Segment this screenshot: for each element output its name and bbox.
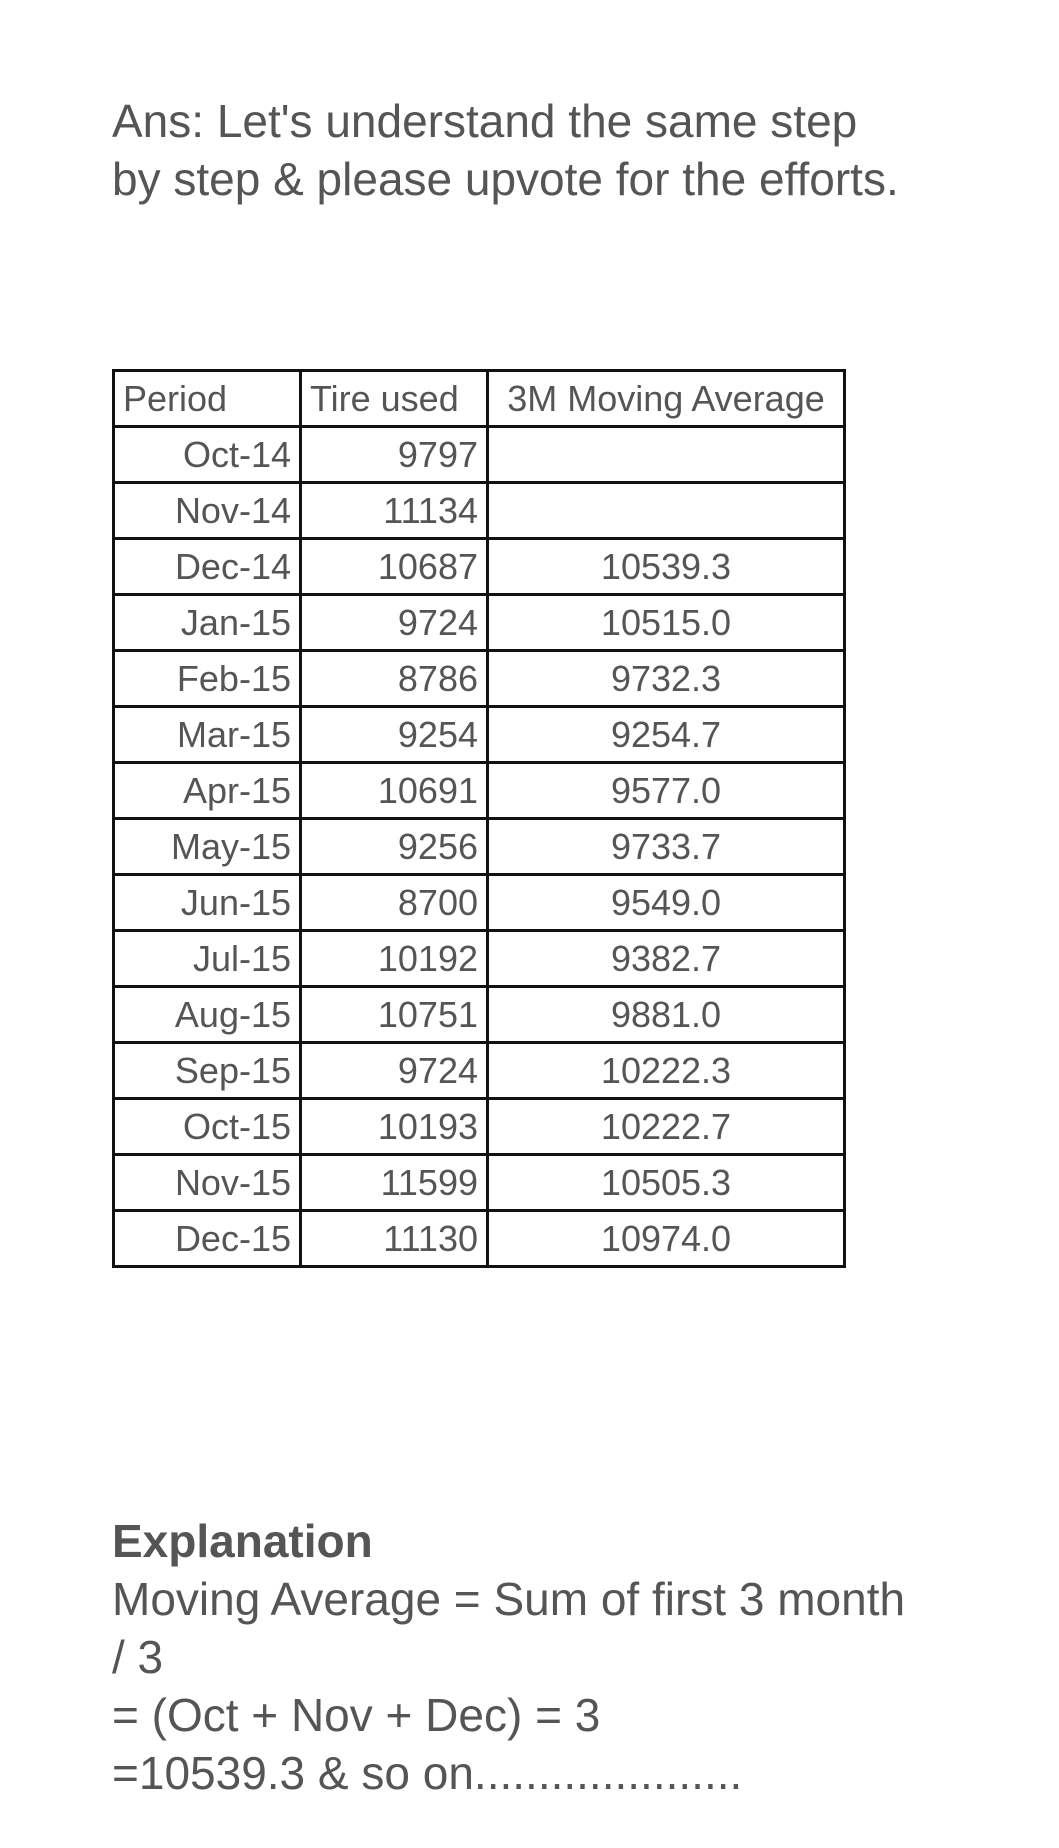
cell-tire-used: 10691 [301, 763, 488, 819]
table-row [114, 539, 845, 595]
cell-period: Dec-14 [114, 539, 301, 595]
table-row [114, 427, 845, 483]
cell-tire-used: 8700 [301, 875, 488, 931]
cell-moving-average: 9382.7 [488, 931, 845, 987]
cell-moving-average [488, 483, 845, 539]
table-row [114, 1155, 845, 1211]
cell-period: Aug-15 [114, 987, 301, 1043]
cell-period: Dec-15 [114, 1211, 301, 1267]
header-tire-used: Tire used [301, 371, 488, 427]
moving-average-table [112, 369, 846, 1268]
cell-tire-used: 9254 [301, 707, 488, 763]
explanation-line-2: / 3 [112, 1631, 164, 1683]
cell-moving-average: 9254.7 [488, 707, 845, 763]
table-header-row [114, 371, 845, 427]
cell-tire-used: 11134 [301, 483, 488, 539]
cell-period: Oct-14 [114, 427, 301, 483]
table-row [114, 763, 845, 819]
cell-moving-average: 10505.3 [488, 1155, 845, 1211]
table-row [114, 651, 845, 707]
cell-tire-used: 9724 [301, 595, 488, 651]
table-row [114, 707, 845, 763]
header-moving-average: 3M Moving Average [488, 371, 845, 427]
cell-tire-used: 9256 [301, 819, 488, 875]
table-row [114, 483, 845, 539]
cell-period: Apr-15 [114, 763, 301, 819]
intro-text [112, 92, 1012, 208]
cell-moving-average: 10539.3 [488, 539, 845, 595]
cell-tire-used: 10192 [301, 931, 488, 987]
explanation-heading: Explanation [112, 1515, 373, 1567]
cell-period: Oct-15 [114, 1099, 301, 1155]
cell-tire-used: 11599 [301, 1155, 488, 1211]
cell-moving-average: 9732.3 [488, 651, 845, 707]
cell-tire-used: 11130 [301, 1211, 488, 1267]
cell-moving-average: 9549.0 [488, 875, 845, 931]
table-row [114, 1211, 845, 1267]
table-body [114, 427, 845, 1267]
cell-period: Jul-15 [114, 931, 301, 987]
cell-moving-average: 10515.0 [488, 595, 845, 651]
cell-period: May-15 [114, 819, 301, 875]
table-row [114, 1099, 845, 1155]
cell-period: Nov-15 [114, 1155, 301, 1211]
explanation-block [112, 1512, 1032, 1802]
header-period: Period [114, 371, 301, 427]
table-row [114, 1043, 845, 1099]
cell-tire-used: 10193 [301, 1099, 488, 1155]
cell-moving-average [488, 427, 845, 483]
table-row [114, 931, 845, 987]
cell-moving-average: 10222.7 [488, 1099, 845, 1155]
intro-line-1: Ans: Let's understand the same step [112, 95, 858, 147]
cell-period: Jan-15 [114, 595, 301, 651]
cell-period: Jun-15 [114, 875, 301, 931]
table-row [114, 819, 845, 875]
cell-tire-used: 10751 [301, 987, 488, 1043]
cell-tire-used: 8786 [301, 651, 488, 707]
table-row [114, 987, 845, 1043]
explanation-line-1: Moving Average = Sum of first 3 month [112, 1573, 906, 1625]
table-row [114, 875, 845, 931]
cell-period: Feb-15 [114, 651, 301, 707]
cell-period: Nov-14 [114, 483, 301, 539]
explanation-line-4: =10539.3 & so on..................... [112, 1747, 743, 1799]
cell-tire-used: 10687 [301, 539, 488, 595]
cell-moving-average: 10222.3 [488, 1043, 845, 1099]
cell-period: Mar-15 [114, 707, 301, 763]
table-row [114, 595, 845, 651]
cell-period: Sep-15 [114, 1043, 301, 1099]
cell-tire-used: 9797 [301, 427, 488, 483]
intro-line-2: by step & please upvote for the efforts. [112, 153, 899, 205]
explanation-line-3: = (Oct + Nov + Dec) = 3 [112, 1689, 601, 1741]
cell-moving-average: 9881.0 [488, 987, 845, 1043]
cell-moving-average: 9733.7 [488, 819, 845, 875]
cell-tire-used: 9724 [301, 1043, 488, 1099]
cell-moving-average: 10974.0 [488, 1211, 845, 1267]
cell-moving-average: 9577.0 [488, 763, 845, 819]
